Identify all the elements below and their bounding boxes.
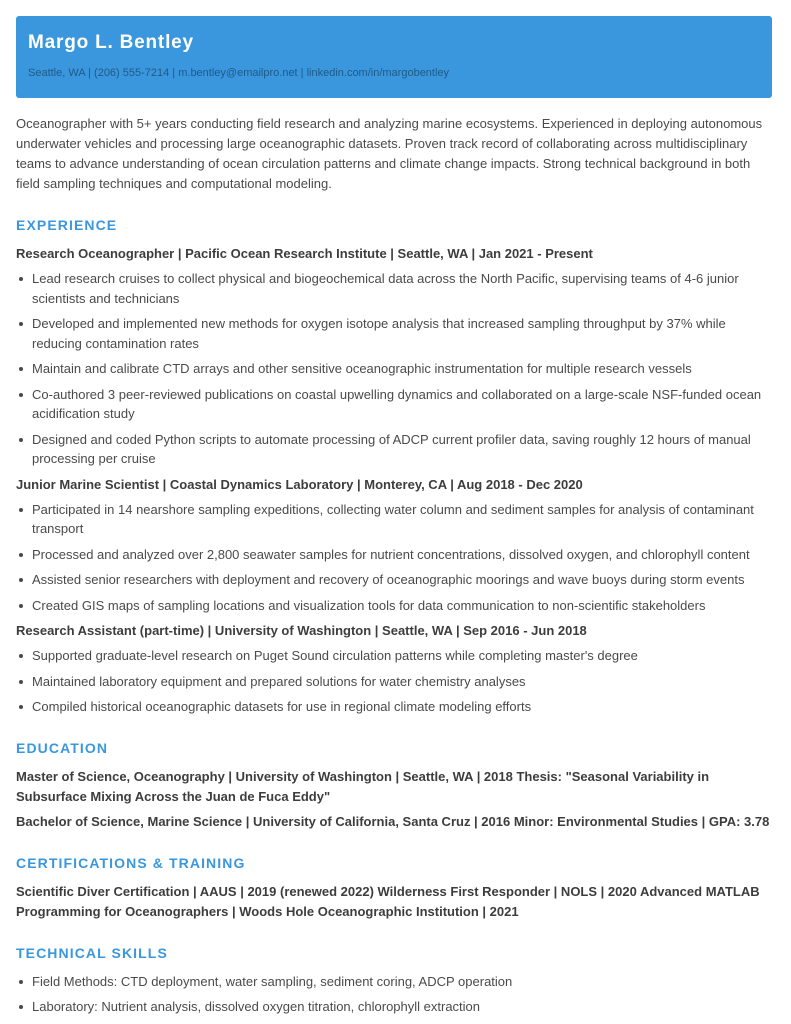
list-item: Compiled historical oceanographic datasets for use in regional climate modeling efforts bbox=[16, 697, 772, 717]
list-item: Created GIS maps of sampling locations and visualization tools for data communication to non-scientific stakeholders bbox=[16, 596, 772, 616]
list-item: Laboratory: Nutrient analysis, dissolved oxygen titration, chlorophyll extraction bbox=[16, 997, 772, 1017]
education-item: Master of Science, Oceanography | University of Washington | Seattle, WA | 2018 Thesis: "Seasonal Variability in Subsurface Mixing Across the Juan de Fuca Eddy" bbox=[16, 768, 710, 804]
job-heading: Research Oceanographer | Pacific Ocean Research Institute | Seattle, WA | Jan 2021 - Present bbox=[16, 246, 593, 261]
list-item: Lead research cruises to collect physical and biogeochemical data across the North Pacific, supervising teams of 4-6 junior scientists and technicians bbox=[16, 269, 772, 308]
job-bullet-list bbox=[16, 269, 772, 469]
skills-heading: TECHNICAL SKILLS bbox=[16, 944, 168, 961]
resume-body bbox=[16, 114, 772, 1023]
list-item: Participated in 14 nearshore sampling expeditions, collecting water column and sediment samples for analysis of contaminant transport bbox=[16, 500, 772, 539]
summary-paragraph: Oceanographer with 5+ years conducting field research and analyzing marine ecosystems. Experienced in deploying autonomous underwater vehicles and processing large oceanographic datasets. Proven track record of collaborating across multidisciplinary teams to advance understanding of ocean circulation patterns and climate change impacts. Strong technical background in both field sampling techniques and computational modeling. bbox=[16, 116, 763, 191]
certifications-heading: CERTIFICATIONS & TRAINING bbox=[16, 854, 246, 871]
job-entry bbox=[16, 475, 772, 616]
job-bullet-list bbox=[16, 646, 772, 717]
list-item: Designed and coded Python scripts to automate processing of ADCP current profiler data, saving roughly 12 hours of manual processing per cruise bbox=[16, 430, 772, 469]
job-heading: Research Assistant (part-time) | University of Washington | Seattle, WA | Sep 2016 - Jun 2018 bbox=[16, 623, 587, 638]
education-heading: EDUCATION bbox=[16, 739, 109, 756]
resume-header bbox=[16, 16, 772, 98]
education-item: Bachelor of Science, Marine Science | University of California, Santa Cruz | 2016 Minor: Environmental Studies | GPA: 3.78 bbox=[16, 813, 770, 829]
list-item: Maintain and calibrate CTD arrays and other sensitive oceanographic instrumentation for multiple research vessels bbox=[16, 359, 772, 379]
experience-heading: EXPERIENCE bbox=[16, 217, 118, 233]
job-bullet-list bbox=[16, 500, 772, 616]
list-item: Co-authored 3 peer-reviewed publications on coastal upwelling dynamics and collaborated on a large-scale NSF-funded ocean acidification study bbox=[16, 385, 772, 424]
skills-list bbox=[16, 972, 772, 1017]
job-entry bbox=[16, 244, 772, 469]
list-item: Assisted senior researchers with deployment and recovery of oceanographic moorings and wave buoys during storm events bbox=[16, 570, 772, 590]
list-item: Processed and analyzed over 2,800 seawater samples for nutrient concentrations, dissolved oxygen, and chlorophyll content bbox=[16, 545, 772, 565]
contact-info: Seattle, WA | (206) 555-7214 | m.bentley@emailpro.net | linkedin.com/in/margobentley bbox=[28, 67, 450, 79]
certifications-text: Scientific Diver Certification | AAUS | 2019 (renewed 2022) Wilderness First Responder | NOLS | 2020 Advanced MATLAB Programming for Oceanographers | Woods Hole Oceanographic Institution | 2021 bbox=[16, 883, 760, 919]
list-item: Maintained laboratory equipment and prepared solutions for water chemistry analyses bbox=[16, 672, 772, 692]
list-item: Developed and implemented new methods for oxygen isotope analysis that increased sampling throughput by 37% while reducing contamination rates bbox=[16, 314, 772, 353]
list-item: Field Methods: CTD deployment, water sampling, sediment coring, ADCP operation bbox=[16, 972, 772, 992]
job-heading: Junior Marine Scientist | Coastal Dynamics Laboratory | Monterey, CA | Aug 2018 - Dec 2020 bbox=[16, 476, 583, 492]
list-item: Supported graduate-level research on Puget Sound circulation patterns while completing master's degree bbox=[16, 646, 772, 666]
job-entry bbox=[16, 621, 772, 717]
candidate-name: Margo L. Bentley bbox=[28, 32, 194, 53]
